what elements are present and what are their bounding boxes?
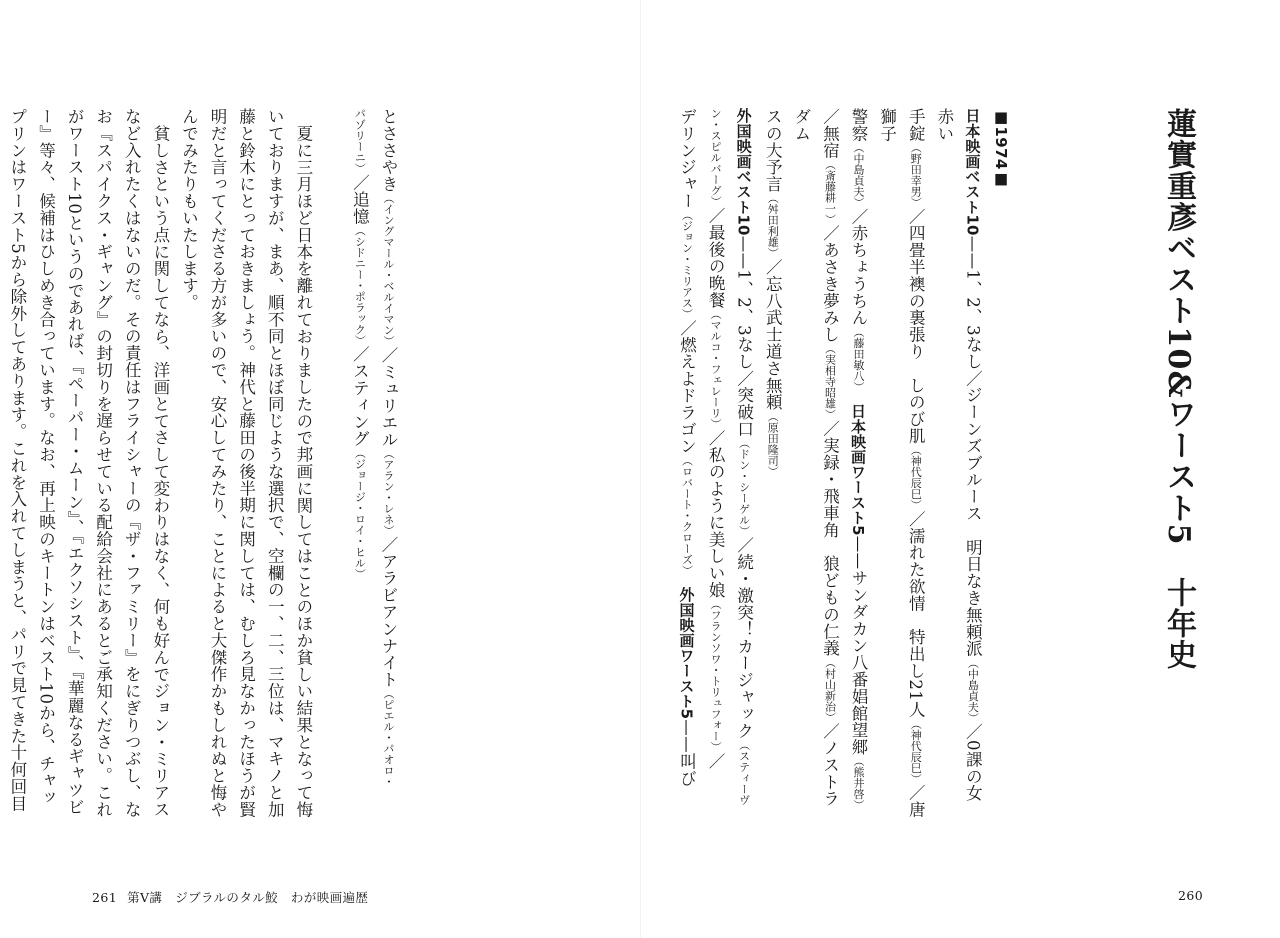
entry-text: ／燃えよドラゴン — [677, 319, 697, 455]
director-credit: （舛田利雄） — [766, 192, 780, 259]
entry-text: ／最後の晩餐 — [706, 207, 726, 309]
director-credit: （原田隆司） — [766, 410, 780, 477]
folio-left — [92, 888, 368, 906]
list-heading: 外国映画ベスト10 — [734, 108, 753, 236]
entry-text: ／実録・飛車角 狼どもの仁義 — [820, 420, 840, 657]
right-entry-line — [843, 108, 872, 818]
list-heading: 日本映画ベスト10 — [963, 108, 982, 236]
director-credit: （アラン・レネ） — [382, 447, 395, 536]
director-credit: （ロバート・クローズ） — [680, 454, 694, 571]
entry-text: ／あさき夢みし — [820, 224, 840, 344]
entry-text: ／四畳半襖の裏張り しのび肌 — [906, 207, 926, 445]
director-credit: （マルコ・フェレーリ） — [709, 308, 723, 430]
entry-text: ／赤ちょうちん — [849, 207, 869, 327]
gutter — [640, 0, 641, 938]
director-credit: （スティーヴ — [737, 739, 751, 806]
director-credit: （斎藤耕一） — [823, 158, 837, 225]
entry-text: ／唐獅子 — [877, 108, 926, 818]
chapter-title: 蓮實重彥ベスト10&ワースト5 十年史 — [1161, 108, 1196, 671]
year-heading: ■1974■ — [992, 108, 1010, 189]
director-credit: （野田幸男） — [909, 141, 923, 208]
right-entry-line — [672, 108, 701, 818]
director-credit: （村山新治） — [823, 656, 837, 723]
right-entry-line — [729, 108, 758, 818]
entry-text: ——叫び — [677, 719, 697, 787]
director-credit: （実相寺昭雄） — [823, 343, 837, 421]
director-credit: （イングマール・ベルイマン） — [382, 192, 395, 347]
director-credit: （神代辰巳） — [909, 444, 923, 511]
entry-text: ——1、2、3なし／ジーンズブルース 明日なき無頼派 — [963, 235, 983, 658]
director-credit: （中島貞夫） — [966, 657, 980, 724]
entry-text: ／ — [706, 752, 726, 770]
entry-text: ／無宿 — [820, 108, 840, 159]
director-credit: ン・スピルバーグ） — [709, 108, 723, 207]
left-entries — [345, 108, 402, 818]
director-credit: （ジョン・ミリアス） — [680, 209, 694, 320]
director-credit: （藤田敏八） — [852, 326, 866, 387]
entry-text — [677, 570, 696, 587]
list-heading: 日本映画ワースト5 — [849, 403, 868, 536]
entry-text: ／ミュリエル — [379, 346, 398, 448]
right-entry-line — [872, 108, 929, 818]
entry-text: デリンジャー — [677, 108, 697, 210]
entry-text — [849, 387, 868, 404]
entry-text: とささやき — [379, 108, 398, 193]
right-entry-line — [700, 108, 729, 818]
paragraph-1: 夏に三月ほど日本を離れておりましたので邦画に関してはことのほか貧しい結果となって悔いておりますが、まあ、順不同とほぼ同じような選択で、空欄の一、二、三位は、マキノと加藤と鈴木にとっておきましょう。神代と藤田の後半期に関しては、むしろ見なかったほうが賢明だと言ってくださる方が多いので、安心してみたり、ことによると大傑作かもしれぬと悔やんでみたりもいたします。 — [179, 108, 313, 818]
page-number-left: 261 — [92, 890, 118, 905]
list-heading: 外国映画ワースト5 — [677, 587, 696, 720]
entry-text: ／スティング — [350, 345, 370, 448]
entry-text: ／続・激突！カージャック — [734, 536, 754, 740]
entry-text: ／濡れた欲情 特出し21人 — [906, 510, 926, 719]
right-entry-line — [786, 108, 843, 818]
left-page-body — [7, 108, 402, 818]
director-credit: （シドニー・ポラック） — [353, 224, 367, 346]
director-credit: （ジョージ・ロイ・ヒル） — [353, 447, 367, 580]
director-credit: （ピエル・パオロ・ — [382, 688, 395, 788]
entry-text: ／私のように美しい娘 — [706, 429, 726, 599]
entry-text: スの大予言 — [763, 108, 783, 193]
director-credit: パゾリーニ） — [353, 108, 367, 174]
right-page-body — [677, 108, 1015, 819]
director-credit: （神代辰巳） — [909, 718, 923, 785]
right-entries — [672, 108, 987, 818]
director-credit: （ドン・シーゲル） — [737, 437, 751, 537]
left-entry-line — [345, 108, 374, 818]
entry-text: ／忘八武士道さ無頼 — [763, 258, 783, 411]
entry-text: ／ノストラダム — [791, 108, 840, 808]
entry-text: 警察 — [849, 108, 869, 142]
page-number-right: 260 — [1178, 888, 1204, 903]
entry-text: ／追憶 — [350, 174, 370, 225]
director-credit: （中島貞夫） — [852, 141, 866, 208]
right-entry-line — [929, 108, 986, 818]
left-entry-line — [373, 108, 402, 818]
entry-text: ——1、2、3なし／突破口 — [734, 235, 754, 438]
director-credit: （フランソワ・トリュフォー） — [709, 598, 723, 753]
entry-text: ——サンダカン八番娼館望郷 — [849, 535, 869, 756]
entry-text: ／0課の女 赤い — [934, 108, 983, 819]
running-head: 第Ⅴ講 ジブラルのタル鮫 わが映画遍歴 — [127, 890, 369, 905]
folio-right — [1178, 888, 1203, 903]
entry-text: 手錠 — [906, 108, 926, 142]
paragraph-2: 貧しさという点に関してなら、洋画とてさして変わりはなく、何も好んでジョン・ミリアスなど入れたくはないのだ。その責任はフライシャーの『ザ・ファミリー』をにぎりつぶし、なお『スパイクス・ギャング』の封切りを遅らせている配給会社にあるとご承知ください。これがワースト10というのであれば、『ペーパー・ムーン』、『エクソシスト』、『華麗なるギャツビー』等々、候補はひしめき合っています。なお、再上映のキートンはベスト10から、チャップリンはワースト5から除外してあります。これを入れてしまうと、パリで見てきた十何回目 — [7, 108, 170, 818]
right-entry-line — [758, 108, 787, 818]
entry-text: ／アラビアンナイト — [379, 535, 398, 689]
director-credit: （熊井啓） — [852, 755, 866, 811]
